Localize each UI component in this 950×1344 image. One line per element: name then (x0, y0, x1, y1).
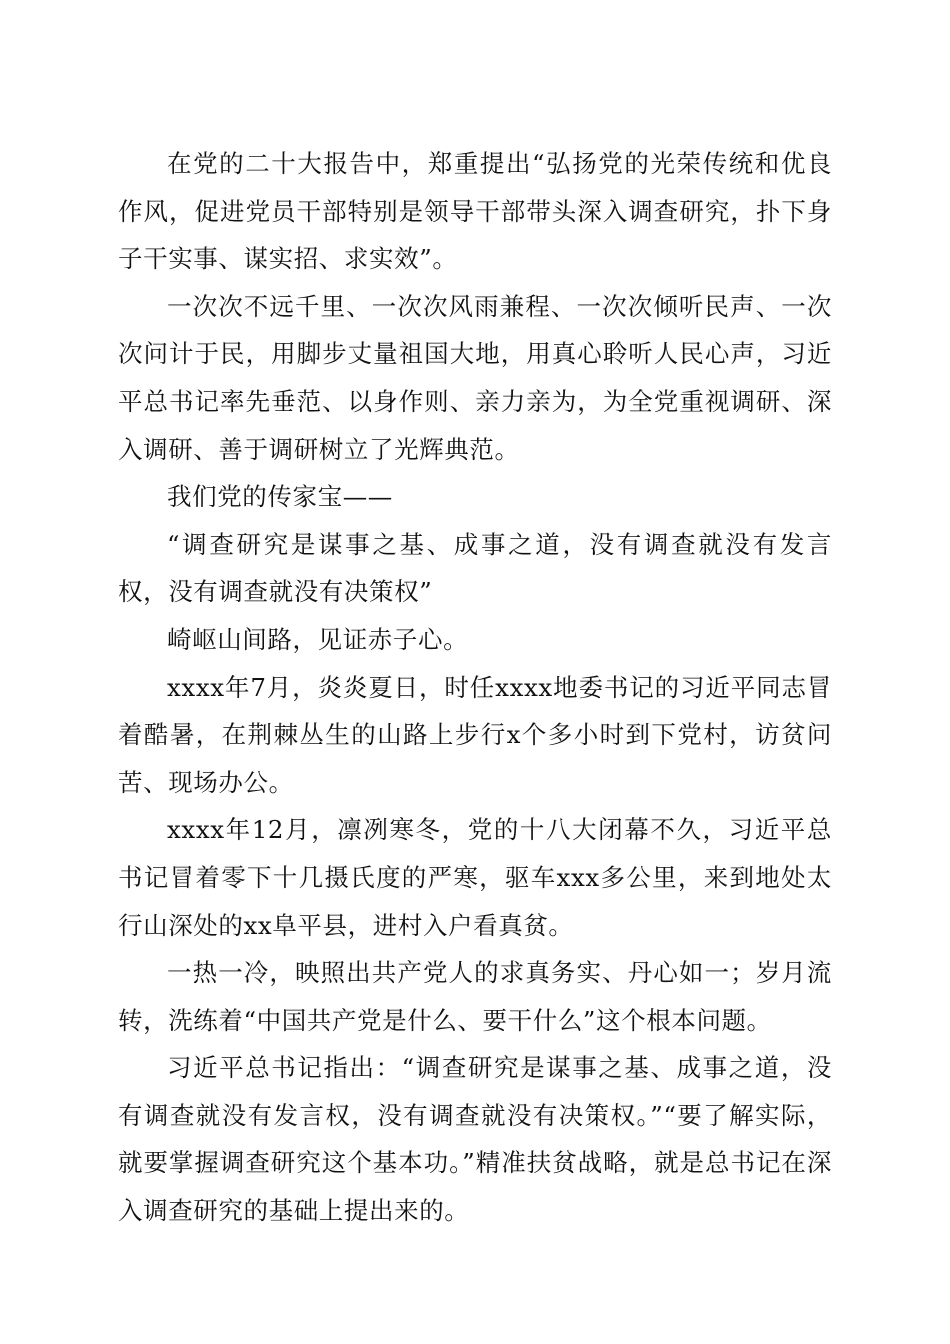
paragraph-hot-and-cold: 一热一冷，映照出共产党人的求真务实、丹心如一；岁月流转，洗练着“中国共产党是什么、要干什么”这个根本问题。 (118, 958, 832, 1035)
document-body (118, 140, 832, 1235)
paragraph-leader-example: 一次次不远千里、一次次风雨兼程、一次次倾听民声、一次次问计于民，用脚步丈量祖国大地，用真心聆听人民心声，习近平总书记率先垂范、以身作则、亲力亲为，为全党重视调研、深入调研、善于调研树立了光辉典范。 (118, 291, 832, 464)
paragraph-general-secretary-remarks: 习近平总书记指出：“调查研究是谋事之基、成事之道，没有调查就没有发言权，没有调查就没有决策权。”“要了解实际，就要掌握调查研究这个基本功。”精准扶贫战略，就是总书记在深入调查研究的基础上提出来的。 (118, 1053, 832, 1226)
paragraph-party-congress-report: 在党的二十大报告中，郑重提出“弘扬党的光荣传统和优良作风，促进党员干部特别是领导干部带头深入调查研究，扑下身子干实事、谋实招、求实效”。 (118, 149, 832, 274)
paragraph-research-quote: “调查研究是谋事之基、成事之道，没有调查就没有发言权，没有调查就没有决策权” (118, 529, 832, 607)
paragraph-summer-visit: xxxx年7月，炎炎夏日，时任xxxx地委书记的习近平同志冒着酷暑，在荆棘丛生的山路上步行x个多小时到下党村，访贫问苦、现场办公。 (118, 672, 832, 797)
paragraph-heirloom-heading: 我们党的传家宝—— (167, 482, 393, 512)
paragraph-mountain-road: 崎岖山间路，见证赤子心。 (167, 624, 469, 654)
paragraph-winter-visit: xxxx年12月，凛冽寒冬，党的十八大闭幕不久，习近平总书记冒着零下十几摄氏度的严寒，驱车xxx多公里，来到地处太行山深处的xx阜平县，进村入户看真贫。 (118, 815, 832, 940)
